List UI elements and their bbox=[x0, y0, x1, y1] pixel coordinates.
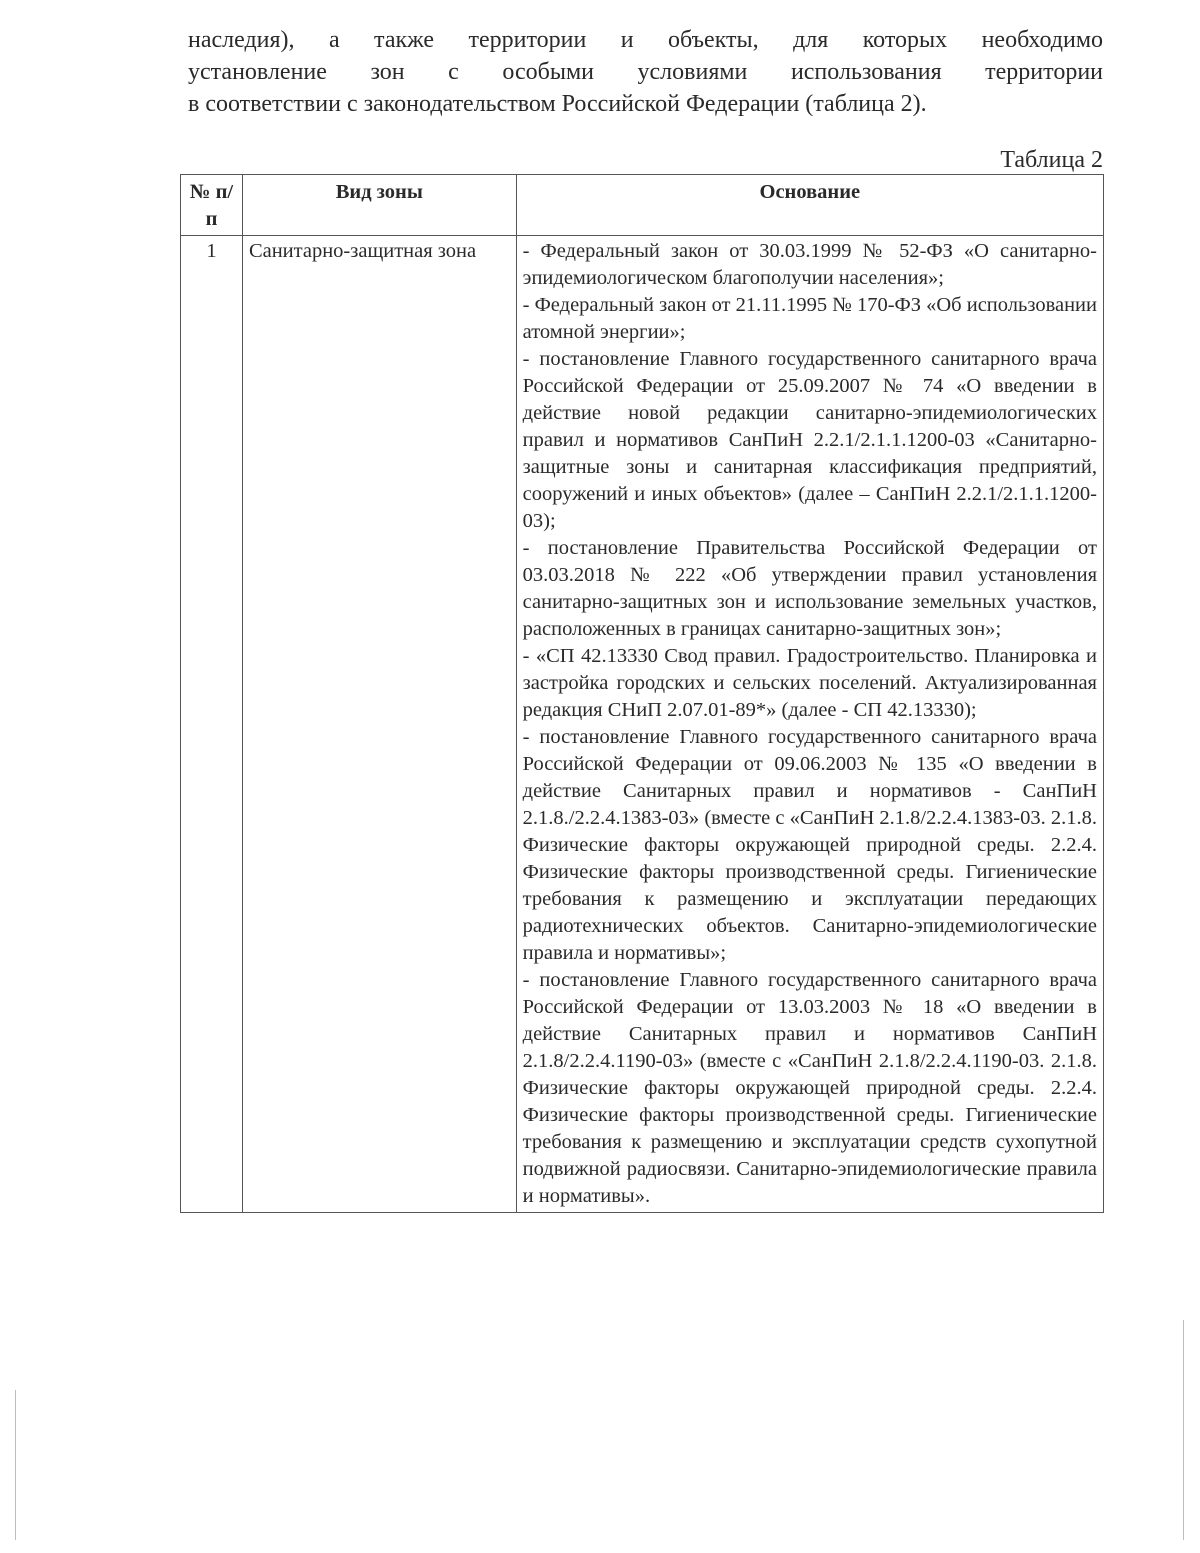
header-zone-type: Вид зоны bbox=[242, 175, 516, 236]
basis-item: - Федеральный закон от 30.03.1999 № 52-ФЗ «О санитарно-эпидемиологическом благополучии населения»; bbox=[522, 240, 1097, 289]
intro-paragraph bbox=[188, 24, 1103, 120]
basis-item: - постановление Главного государственного санитарного врача Российской Федерации от 09.06.2003 № 135 «О введении в действие Санитарных правил и нормативов - СанПиН 2.1.8./2.2.4.1383-03» (вместе с «СанПиН 2.1.8/2.2.4.1383-03. 2.1.8. Физические факторы окружающей природной среды. 2.2.4. Физические факторы производственной среды. Гигиенические требования к размещению и эксплуатации передающих радиотехнических объектов. Санитарно-эпидемиологические правила и нормативы»; bbox=[522, 726, 1097, 964]
basis-item: - Федеральный закон от 21.11.1995 № 170-ФЗ «Об использовании атомной энергии»; bbox=[522, 294, 1097, 343]
header-basis: Основание bbox=[516, 175, 1103, 236]
basis-item: - постановление Правительства Российской Федерации от 03.03.2018 № 222 «Об утверждении правил установления санитарно-защитных зон и использование земельных участков, расположенных в границах санитарно-защитных зон»; bbox=[522, 537, 1097, 640]
table-row bbox=[181, 236, 1104, 1213]
basis-item: - постановление Главного государственного санитарного врача Российской Федерации от 25.09.2007 № 74 «О введении в действие новой редакции санитарно-эпидемиологических правил и нормативов СанПиН 2.2.1/2.1.1.1200-03 «Санитарно-защитные зоны и санитарная классификация предприятий, сооружений и иных объектов» (далее – СанПиН 2.2.1/2.1.1.1200-03); bbox=[522, 348, 1097, 532]
row-zone-type: Санитарно-защитная зона bbox=[242, 236, 516, 1213]
scan-edge-line bbox=[15, 1390, 16, 1540]
zones-table bbox=[180, 174, 1104, 1213]
header-num: № п/п bbox=[181, 175, 243, 236]
intro-line: наследия), а также территории и объекты, для которых необходимо bbox=[188, 27, 1103, 53]
basis-item: - «СП 42.13330 Свод правил. Градостроительство. Планировка и застройка городских и сельских поселений. Актуализированная редакция СНиП 2.07.01-89*» (далее - СП 42.13330); bbox=[522, 645, 1097, 721]
scan-edge-line bbox=[1183, 1320, 1184, 1540]
basis-item: - постановление Главного государственного санитарного врача Российской Федерации от 13.03.2003 № 18 «О введении в действие Санитарных правил и нормативов СанПиН 2.1.8/2.2.4.1190-03» (вместе с «СанПиН 2.1.8/2.2.4.1190-03. 2.1.8. Физические факторы окружающей природной среды. 2.2.4. Физические факторы производственной среды. Гигиенические требования к размещению и эксплуатации средств сухопутной подвижной радиосвязи. Санитарно-эпидемиологические правила и нормативы». bbox=[522, 969, 1097, 1207]
row-num: 1 bbox=[181, 236, 243, 1213]
intro-line: в соответствии с законодательством Российской Федерации (таблица 2). bbox=[188, 91, 927, 117]
table-header-row bbox=[181, 175, 1104, 236]
table-caption: Таблица 2 bbox=[1000, 147, 1103, 173]
row-basis bbox=[516, 236, 1103, 1213]
intro-line: установление зон с особыми условиями использования территории bbox=[188, 59, 1103, 85]
